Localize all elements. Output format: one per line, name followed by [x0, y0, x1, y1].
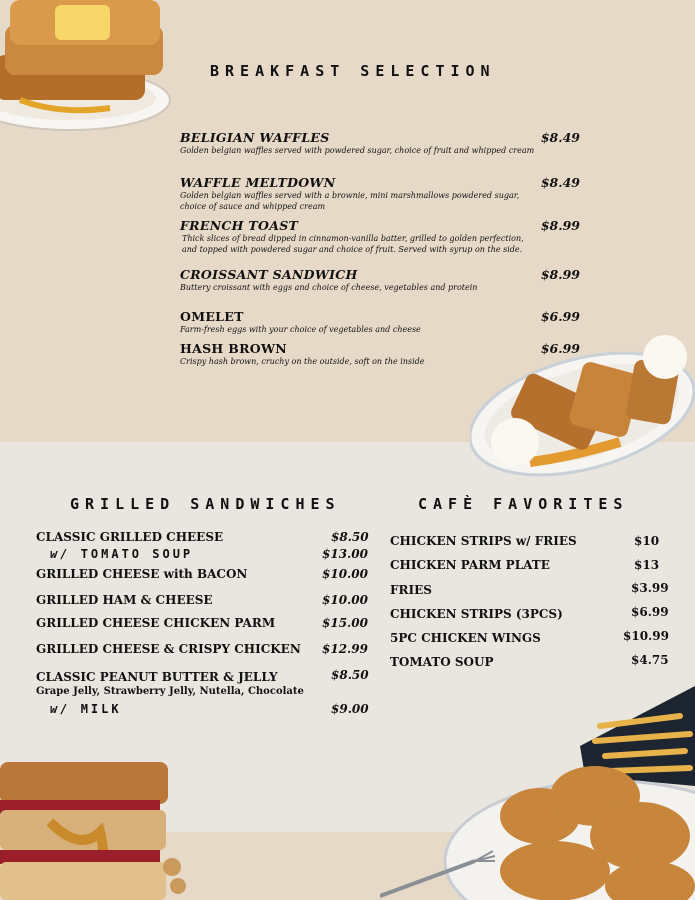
sandwich-parm-name: GRILLED CHEESE CHICKEN PARM — [36, 616, 276, 630]
item-name: HASH BROWN — [180, 341, 288, 356]
item-price: $8.49 — [540, 175, 580, 190]
sandwich-ham-price: $10.00 — [322, 593, 368, 607]
sandwich-crispy-price: $12.99 — [322, 642, 368, 656]
favorites-section-title: CAFÈ FAVORITES — [418, 495, 629, 513]
sandwich-pbj-name: CLASSIC PEANUT BUTTER & JELLY — [36, 670, 278, 684]
addon-prefix: w/ — [50, 702, 71, 716]
sandwich-classic-name: CLASSIC GRILLED CHEESE — [36, 530, 224, 544]
item-description: Golden belgian waffles served with powdered sugar, choice of fruit and whipped cream — [180, 146, 535, 155]
fav-item-price: $6.99 — [631, 605, 669, 619]
item-name: FRENCH TOAST — [180, 218, 299, 233]
addon-name: MILK — [80, 702, 122, 716]
fav-item-price: $13 — [634, 558, 660, 572]
milk-addon — [50, 702, 122, 716]
item-name: CROISSANT SANDWICH — [180, 267, 358, 282]
sandwich-bacon-price: $10.00 — [322, 567, 368, 581]
item-name: OMELET — [180, 309, 244, 324]
item-name: WAFFLE MELTDOWN — [180, 175, 336, 190]
menu-item-waffle-meltdown — [180, 175, 580, 212]
fav-item-name: CHICKEN PARM PLATE — [390, 558, 550, 572]
addon-name: TOMATO SOUP — [80, 547, 194, 561]
milk-addon-price: $9.00 — [331, 702, 369, 716]
sandwich-classic-price: $8.50 — [331, 530, 369, 544]
fav-item-price: $10.99 — [623, 629, 669, 643]
fav-item-name: CHICKEN STRIPS (3PCS) — [390, 607, 563, 621]
fav-item-name: 5PC CHICKEN WINGS — [390, 631, 541, 645]
fav-item-price: $4.75 — [631, 653, 669, 667]
item-price: $8.49 — [540, 130, 580, 145]
sandwiches-section-title: GRILLED SANDWICHES — [70, 495, 341, 513]
fav-item-name: CHICKEN STRIPS w/ FRIES — [390, 534, 577, 548]
menu-item-croissant-sandwich — [180, 267, 580, 294]
menu-item-beligian-waffles — [180, 130, 580, 157]
item-price: $8.99 — [540, 267, 580, 282]
item-description: Crispy hash brown, cruchy on the outside, soft on the inside — [180, 357, 425, 366]
chicken-and-fries-image — [380, 686, 695, 900]
addon-prefix: w/ — [50, 547, 71, 561]
soup-addon — [50, 547, 193, 561]
pbj-sandwich-image — [0, 762, 190, 900]
sandwich-pbj-price: $8.50 — [331, 668, 369, 682]
sandwich-parm-price: $15.00 — [322, 616, 368, 630]
fav-item-price: $3.99 — [631, 581, 669, 595]
sandwich-crispy-name: GRILLED CHEESE & CRISPY CHICKEN — [36, 642, 301, 656]
item-price: $6.99 — [540, 341, 580, 356]
fav-item-name: FRIES — [390, 583, 432, 597]
item-description: Farm-fresh eggs with your choice of vegetables and cheese — [180, 325, 421, 334]
item-description: Golden belgian waffles served with a brownie, mini marshmallows powdered sugar, choice of sauce and whipped cream — [180, 191, 520, 211]
french-toast-image — [0, 0, 172, 135]
item-description: Buttery croissant with eggs and choice of cheese, vegetables and protein — [180, 283, 478, 292]
fav-item-price: $10 — [634, 534, 660, 548]
sandwich-ham-name: GRILLED HAM & CHEESE — [36, 593, 213, 607]
breakfast-section-title: BREAKFAST SELECTION — [210, 62, 496, 80]
sandwich-bacon-name: GRILLED CHEESE with BACON — [36, 567, 248, 581]
menu-item-french-toast — [180, 218, 580, 255]
pbj-options: Grape Jelly, Strawberry Jelly, Nutella, Chocolate — [36, 686, 304, 697]
item-description: Thick slices of bread dipped in cinnamon-vanilla batter, grilled to golden perfection, and topped with powdered sugar and choice of fruit. Served with syrup on the side. — [182, 234, 524, 254]
french-toast-tray-image — [470, 332, 695, 492]
item-price: $8.99 — [540, 218, 580, 233]
item-price: $6.99 — [540, 309, 580, 324]
soup-addon-price: $13.00 — [322, 547, 368, 561]
fav-item-name: TOMATO SOUP — [390, 655, 494, 669]
item-name: BELIGIAN WAFFLES — [180, 130, 330, 145]
